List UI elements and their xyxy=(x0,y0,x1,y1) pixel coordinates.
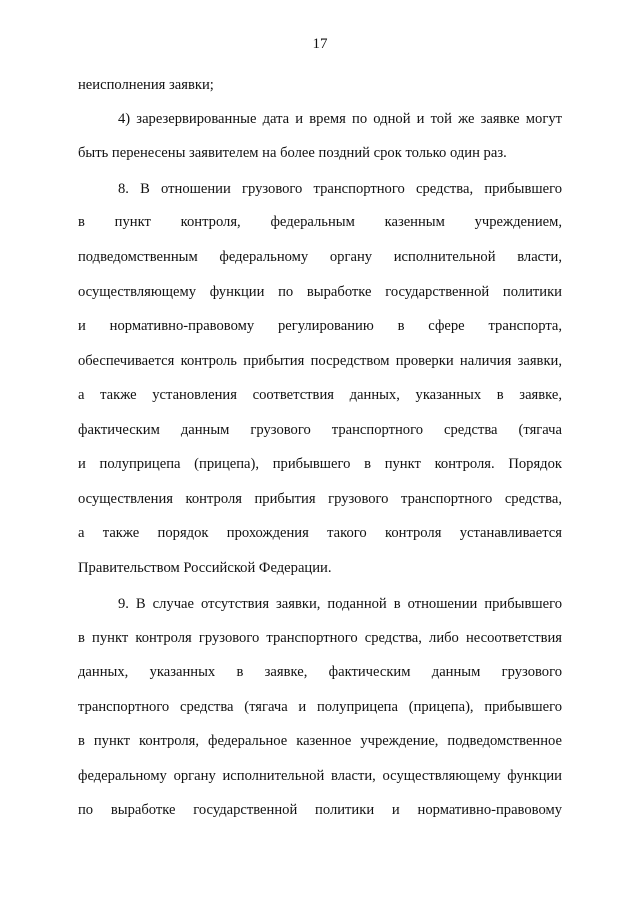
text-line: подведомственным федеральному органу исполнительной власти, xyxy=(78,249,562,265)
text-line: по выработке государственной политики и нормативно-правовому xyxy=(78,802,562,818)
page-number: 17 xyxy=(312,36,328,52)
text-line: а также порядок прохождения такого контроля устанавливается xyxy=(78,525,562,541)
text-line: фактическим данным грузового транспортного средства (тягача xyxy=(78,422,562,438)
text-line: в пункт контроля грузового транспортного средства, либо несоответствия xyxy=(78,630,562,646)
text-line: и полуприцепа (прицепа), прибывшего в пункт контроля. Порядок xyxy=(78,456,562,472)
text-line: в пункт контроля, федеральное казенное учреждение, подведомственное xyxy=(78,733,562,749)
text-line: осуществляющему функции по выработке государственной политики xyxy=(78,284,562,300)
text-line: и нормативно-правовому регулированию в сфере транспорта, xyxy=(78,318,562,334)
text-line: обеспечивается контроль прибытия посредством проверки наличия заявки, xyxy=(78,353,562,369)
text-line: 9. В случае отсутствия заявки, поданной в отношении прибывшего xyxy=(118,596,562,612)
text-line: 8. В отношении грузового транспортного средства, прибывшего xyxy=(118,181,562,197)
text-line: федеральному органу исполнительной власти, осуществляющему функции xyxy=(78,768,562,784)
text-line: в пункт контроля, федеральным казенным учреждением, xyxy=(78,214,562,230)
text-line: Правительством Российской Федерации. xyxy=(78,560,332,576)
text-line: неисполнения заявки; xyxy=(78,77,214,93)
text-line: транспортного средства (тягача и полуприцепа (прицепа), прибывшего xyxy=(78,699,562,715)
text-line: быть перенесены заявителем на более поздний срок только один раз. xyxy=(78,145,507,161)
text-line: осуществления контроля прибытия грузового транспортного средства, xyxy=(78,491,562,507)
text-line: 4) зарезервированные дата и время по одной и той же заявке могут xyxy=(118,111,562,127)
text-line: а также установления соответствия данных, указанных в заявке, xyxy=(78,387,562,403)
text-line: данных, указанных в заявке, фактическим данным грузового xyxy=(78,664,562,680)
